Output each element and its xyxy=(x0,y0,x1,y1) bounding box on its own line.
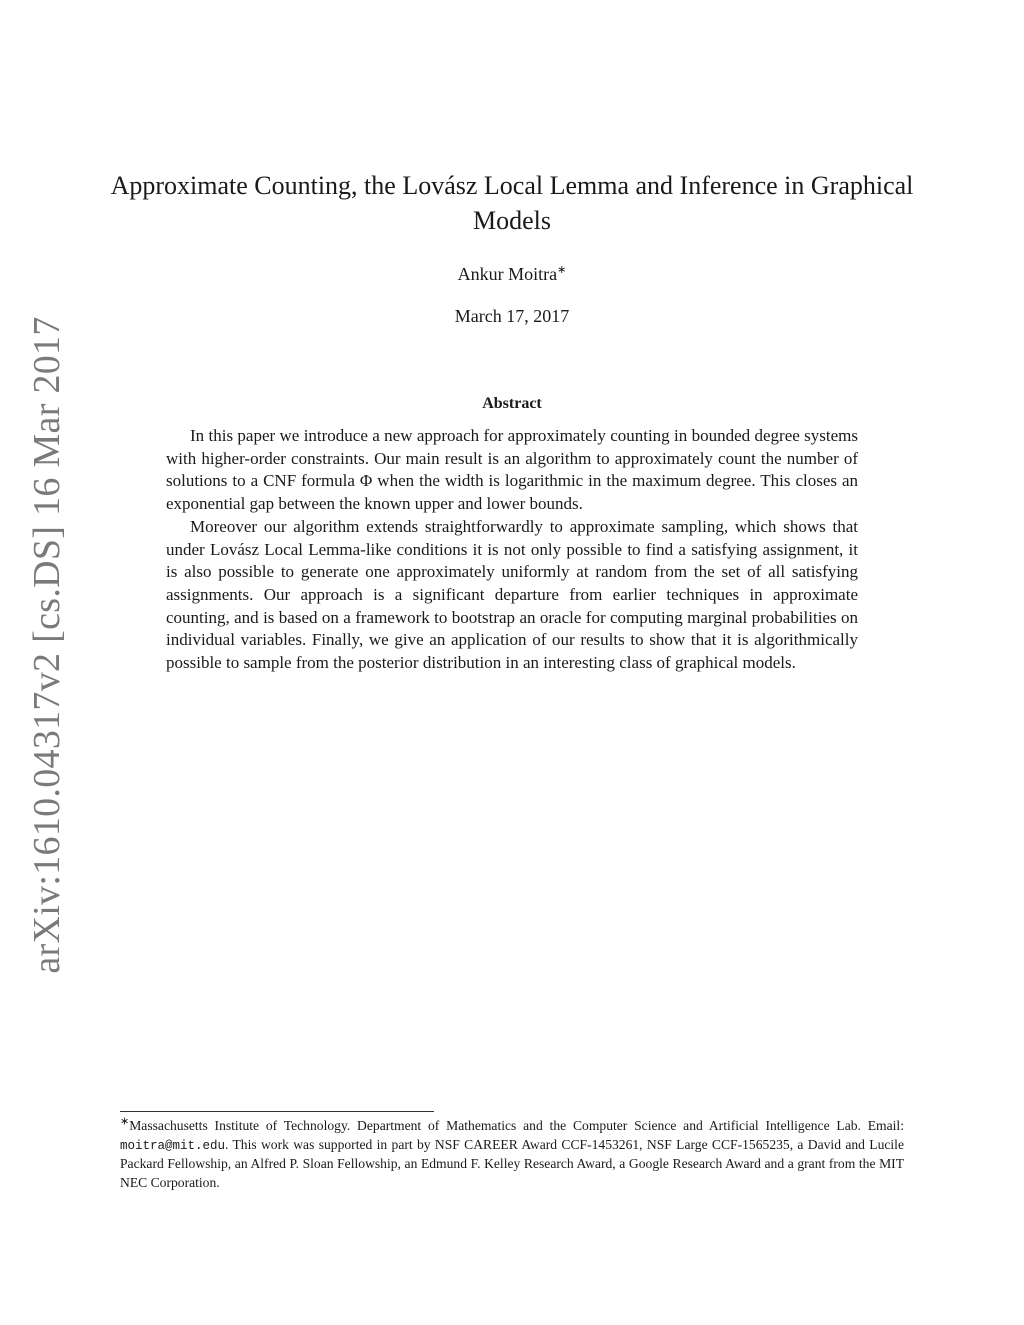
paper-date: March 17, 2017 xyxy=(454,306,570,326)
arxiv-identifier-stamp: arXiv:1610.04317v2 [cs.DS] 16 Mar 2017 xyxy=(26,316,68,974)
abstract-body xyxy=(166,425,858,675)
author-footnote-mark: ∗ xyxy=(557,264,567,276)
footnote-email[interactable]: moitra@mit.edu xyxy=(120,1138,226,1153)
footnote xyxy=(120,1117,904,1192)
footnote-mark: ∗ xyxy=(120,1115,130,1128)
footnote-divider xyxy=(120,1111,434,1112)
author-name: Ankur Moitra xyxy=(457,264,558,284)
footnote-text-funding: . This work was supported in part by NSF CAREER Award CCF-1453261, NSF Large CCF-1565235, a David and Lucile Packard Fellowship, an Alfred P. Sloan Fellowship, an Edmund F. Kelley Research Award, a Google Research Award and a grant from the MIT NEC Corporation. xyxy=(120,1136,904,1190)
abstract-paragraph: In this paper we introduce a new approach for approximately counting in bounded degree systems with higher-order constraints. Our main result is an algorithm to approximately count the number of solutions to a CNF formula Φ when the width is logarithmic in the maximum degree. This closes an exponential gap between the known upper and lower bounds. xyxy=(166,426,858,514)
footnote-text: Massachusetts Institute of Technology. Department of Mathematics and the Computer Science and Artificial Intelligence Lab. Email: xyxy=(129,1118,904,1133)
abstract-heading: Abstract xyxy=(482,395,542,412)
author-line xyxy=(0,264,1024,285)
abstract-paragraph: Moreover our algorithm extends straightforwardly to approximate sampling, which shows that under Lovász Local Lemma-like conditions it is not only possible to find a satisfying assignment, it is also possible to generate one approximately uniformly at random from the set of all satisfying assignments. Our approach is a significant departure from earlier techniques in approximate counting, and is based on a framework to bootstrap an oracle for computing marginal probabilities on individual variables. Finally, we give an application of our results to show that it is algorithmically possible to sample from the posterior distribution in an interesting class of graphical models. xyxy=(166,516,858,673)
paper-title: Approximate Counting, the Lovász Local Lemma and Inference in Graphical Models xyxy=(110,171,914,235)
